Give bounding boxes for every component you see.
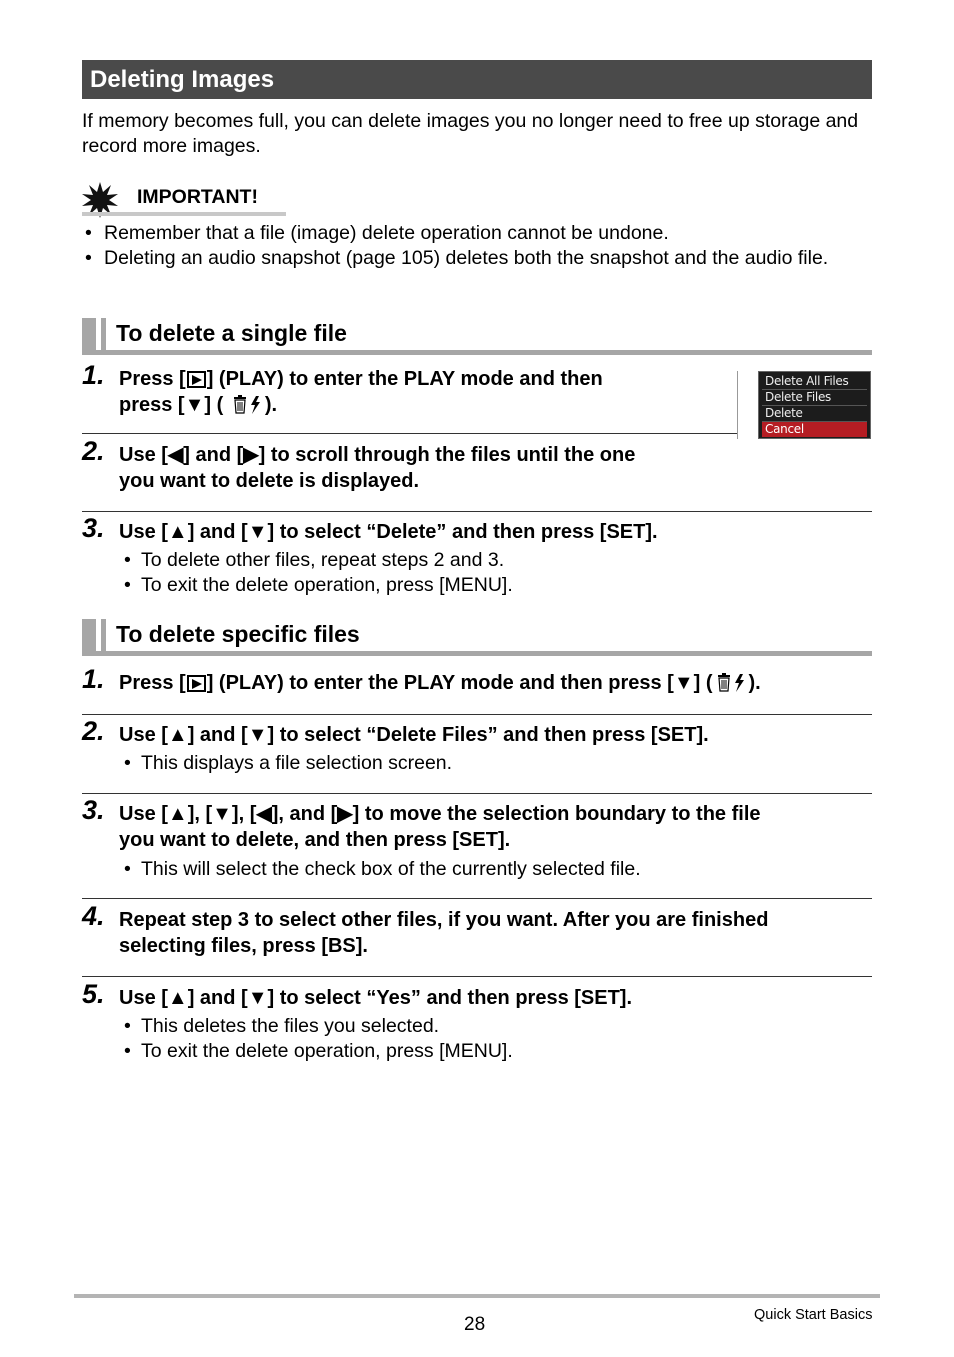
list-item: • To delete other files, repeat steps 2 and 3.	[124, 549, 505, 571]
single-notes	[119, 548, 859, 598]
important-callout	[82, 182, 286, 216]
specific-step-3: 3. Use [▲], [▼], [◀], and [▶] to move the selection boundary to the file you want to delete, and then press [SET].	[82, 795, 761, 851]
divider	[82, 433, 738, 434]
play-icon	[187, 675, 206, 692]
page-title: Deleting Images	[82, 60, 872, 99]
specific-step-2: 2. Use [▲] and [▼] to select “Delete Files” and then press [SET].	[82, 716, 709, 746]
single-step-2: 2. Use [◀] and [▶] to scroll through the files until the one you want to delete is displayed.	[82, 436, 636, 492]
menu-item-delete-files: Delete Files	[762, 390, 867, 406]
specific-step-3-notes	[119, 857, 859, 882]
list-item: • Remember that a file (image) delete operation cannot be undone.	[85, 222, 669, 244]
page-number: 28	[464, 1314, 486, 1335]
play-icon	[187, 371, 206, 388]
divider	[82, 793, 872, 794]
important-rule	[82, 212, 286, 216]
list-item: • Deleting an audio snapshot (page 105) deletes both the snapshot and the audio file.	[85, 247, 829, 269]
footer-rule	[74, 1294, 880, 1298]
divider	[737, 371, 738, 439]
list-item: • This will select the check box of the currently selected file.	[124, 858, 641, 880]
divider	[82, 898, 872, 899]
single-step-3: 3. Use [▲] and [▼] to select “Delete” and then press [SET].	[82, 513, 658, 543]
important-label: IMPORTANT!	[137, 186, 258, 208]
important-list	[82, 221, 872, 271]
section-heading-specific: To delete specific files	[82, 619, 872, 655]
specific-step-4: 4. Repeat step 3 to select other files, if you want. After you are finished selecting files, press [BS].	[82, 901, 769, 957]
specific-step-2-notes	[119, 751, 859, 776]
specific-step-1: 1. Press [ ] (PLAY) to enter the PLAY mode and then press [▼] ( ).	[82, 664, 761, 694]
list-item: • To exit the delete operation, press [MENU].	[124, 1040, 513, 1062]
list-item: • This deletes the files you selected.	[124, 1015, 440, 1037]
menu-item-cancel: Cancel	[762, 422, 867, 437]
menu-item-delete-all: Delete All Files	[762, 374, 867, 390]
trash-flash-icon	[229, 393, 265, 415]
trash-flash-icon	[713, 671, 749, 693]
divider	[82, 976, 872, 977]
specific-step-5: 5. Use [▲] and [▼] to select “Yes” and then press [SET].	[82, 979, 633, 1009]
list-item: • To exit the delete operation, press [MENU].	[124, 574, 513, 596]
footer-section-label: Quick Start Basics	[754, 1307, 873, 1323]
divider	[82, 511, 872, 512]
specific-step-5-notes	[119, 1014, 859, 1064]
intro-paragraph: If memory becomes full, you can delete images you no longer need to free up storage and record more images.	[82, 110, 859, 157]
divider	[82, 714, 872, 715]
single-step-1: 1. Press [ ] (PLAY) to enter the PLAY mode and then press [▼] ( ).	[82, 360, 603, 416]
camera-delete-menu	[758, 371, 871, 439]
list-item: • This displays a file selection screen.	[124, 752, 453, 774]
section-heading-single: To delete a single file	[82, 318, 872, 354]
menu-item-delete: Delete	[762, 406, 867, 422]
